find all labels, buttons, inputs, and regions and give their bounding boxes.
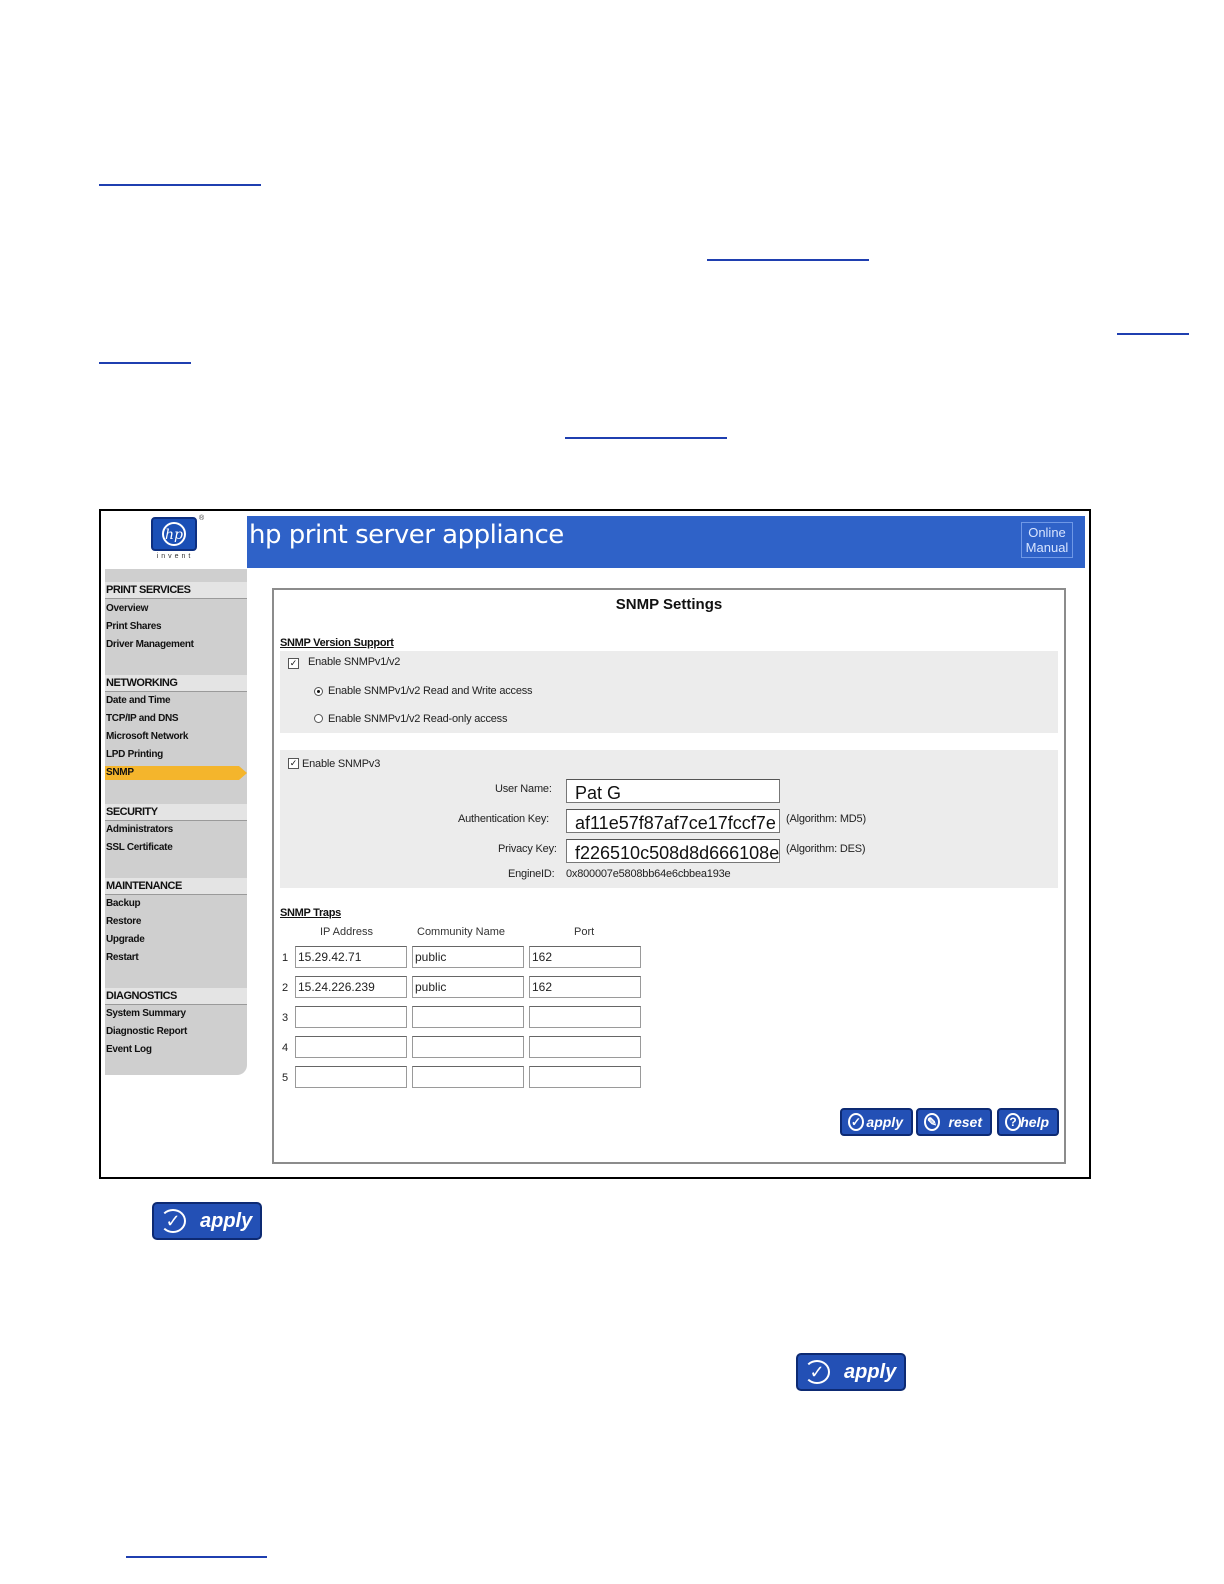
sidebar-item-restore[interactable]: Restore — [106, 916, 142, 927]
trap-community-input[interactable] — [412, 1006, 524, 1028]
trap-port-input[interactable]: 162 — [529, 946, 641, 968]
sidebar — [105, 569, 247, 1075]
sidebar-item-ssl-certificate[interactable]: SSL Certificate — [106, 842, 173, 853]
v1v2-checkbox[interactable]: ✓ — [289, 658, 298, 668]
ro-access-label: Enable SNMPv1/v2 Read-only access — [328, 713, 508, 725]
sidebar-item-system-summary[interactable]: System Summary — [106, 1008, 186, 1019]
trap-row-number: 3 — [282, 1012, 289, 1024]
trap-port-input[interactable] — [529, 1066, 641, 1088]
sidebar-item-restart[interactable]: Restart — [106, 952, 139, 963]
reset-button[interactable]: ✎ reset — [916, 1108, 992, 1136]
check-icon: ✓ — [160, 1209, 186, 1233]
col-port: Port — [574, 926, 595, 938]
engine-id-value: 0x800007e5808bb64e6cbbea193e — [566, 868, 731, 880]
question-icon: ? — [1005, 1113, 1021, 1131]
sidebar-section-maintenance: MAINTENANCE — [105, 878, 247, 895]
trap-row-number: 5 — [282, 1072, 289, 1084]
sidebar-item-date-time[interactable]: Date and Time — [106, 695, 171, 706]
trap-community-input[interactable]: public — [412, 946, 524, 968]
sidebar-item-diagnostic-report[interactable]: Diagnostic Report — [106, 1026, 188, 1037]
link-underline-3a[interactable] — [1117, 333, 1189, 335]
privacy-algorithm: (Algorithm: DES) — [786, 843, 866, 855]
hp-logo — [151, 517, 197, 551]
eraser-icon: ✎ — [924, 1113, 940, 1131]
snmp-settings-panel — [272, 588, 1066, 1164]
link-underline-3b[interactable] — [99, 362, 191, 364]
v1v2-group — [280, 651, 1058, 733]
trap-ip-input[interactable] — [295, 1006, 407, 1028]
auth-key-label: Authentication Key: — [458, 813, 549, 825]
trap-community-input[interactable]: public — [412, 976, 524, 998]
online-manual-button[interactable]: Online Manual — [1021, 522, 1073, 558]
engine-id-label: EngineID: — [508, 868, 555, 880]
logo-tagline: invent — [156, 553, 194, 560]
page-title: SNMP Settings — [615, 596, 723, 613]
sidebar-item-print-shares[interactable]: Print Shares — [106, 621, 162, 632]
sidebar-item-backup[interactable]: Backup — [106, 898, 141, 909]
auth-key-input[interactable]: af11e57f87af7ce17fccf7e — [566, 809, 780, 833]
col-community-name: Community Name — [417, 926, 506, 938]
sidebar-section-networking: NETWORKING — [105, 675, 247, 692]
hp-logo-mark: hp — [162, 522, 186, 546]
sidebar-item-snmp[interactable]: SNMP — [106, 767, 134, 778]
registered-mark: ® — [199, 515, 205, 522]
version-support-heading: SNMP Version Support — [280, 637, 394, 649]
link-underline-1[interactable] — [99, 184, 261, 186]
trap-ip-input[interactable] — [295, 1036, 407, 1058]
sidebar-item-microsoft-network[interactable]: Microsoft Network — [106, 731, 189, 742]
rw-access-radio[interactable] — [314, 687, 323, 696]
v1v2-label: Enable SNMPv1/v2 — [308, 656, 401, 668]
col-ip-address: IP Address — [320, 926, 373, 938]
sidebar-item-lpd-printing[interactable]: LPD Printing — [106, 749, 163, 760]
app-title: hp print server appliance — [249, 520, 564, 550]
username-label: User Name: — [495, 783, 552, 795]
apply-button[interactable]: ✓ apply — [840, 1108, 913, 1136]
traps-heading: SNMP Traps — [280, 907, 341, 919]
apply-button-illustration-inline: ✓ apply — [796, 1353, 906, 1391]
sidebar-item-driver-management[interactable]: Driver Management — [106, 639, 194, 650]
trap-row-number: 1 — [282, 952, 289, 964]
sidebar-section-security: SECURITY — [105, 804, 247, 821]
trap-port-input[interactable]: 162 — [529, 976, 641, 998]
trap-ip-input[interactable]: 15.29.42.71 — [295, 946, 407, 968]
ro-access-radio[interactable] — [314, 714, 323, 723]
v3-label: Enable SNMPv3 — [302, 758, 381, 770]
v3-checkbox[interactable]: ✓ — [289, 758, 298, 768]
screenshot-frame — [99, 509, 1091, 1179]
sidebar-item-administrators[interactable]: Administrators — [106, 824, 173, 835]
trap-ip-input[interactable] — [295, 1066, 407, 1088]
sidebar-item-overview[interactable]: Overview — [106, 603, 149, 614]
help-button[interactable]: ? help — [997, 1108, 1059, 1136]
trap-ip-input[interactable]: 15.24.226.239 — [295, 976, 407, 998]
sidebar-item-upgrade[interactable]: Upgrade — [106, 934, 145, 945]
link-underline-5[interactable] — [126, 1556, 267, 1558]
check-icon: ✓ — [848, 1113, 864, 1131]
trap-row-number: 4 — [282, 1042, 289, 1054]
privacy-key-label: Privacy Key: — [498, 843, 557, 855]
apply-button-illustration: ✓ apply — [152, 1202, 262, 1240]
logo-area — [101, 511, 247, 569]
sidebar-item-event-log[interactable]: Event Log — [106, 1044, 152, 1055]
v3-group — [280, 750, 1058, 888]
sidebar-section-print-services: PRINT SERVICES — [105, 582, 247, 599]
sidebar-item-tcpip-dns[interactable]: TCP/IP and DNS — [106, 713, 179, 724]
trap-port-input[interactable] — [529, 1036, 641, 1058]
sidebar-section-diagnostics: DIAGNOSTICS — [105, 988, 247, 1005]
rw-access-label: Enable SNMPv1/v2 Read and Write access — [328, 685, 533, 697]
link-underline-2[interactable] — [707, 259, 869, 261]
auth-algorithm: (Algorithm: MD5) — [786, 813, 866, 825]
link-underline-4[interactable] — [565, 437, 727, 439]
trap-community-input[interactable] — [412, 1066, 524, 1088]
trap-community-input[interactable] — [412, 1036, 524, 1058]
app-banner — [247, 516, 1085, 568]
username-input[interactable]: Pat G — [566, 779, 780, 803]
trap-row-number: 2 — [282, 982, 289, 994]
trap-port-input[interactable] — [529, 1006, 641, 1028]
privacy-key-input[interactable]: f226510c508d8d666108e — [566, 839, 780, 863]
check-icon: ✓ — [804, 1360, 830, 1384]
